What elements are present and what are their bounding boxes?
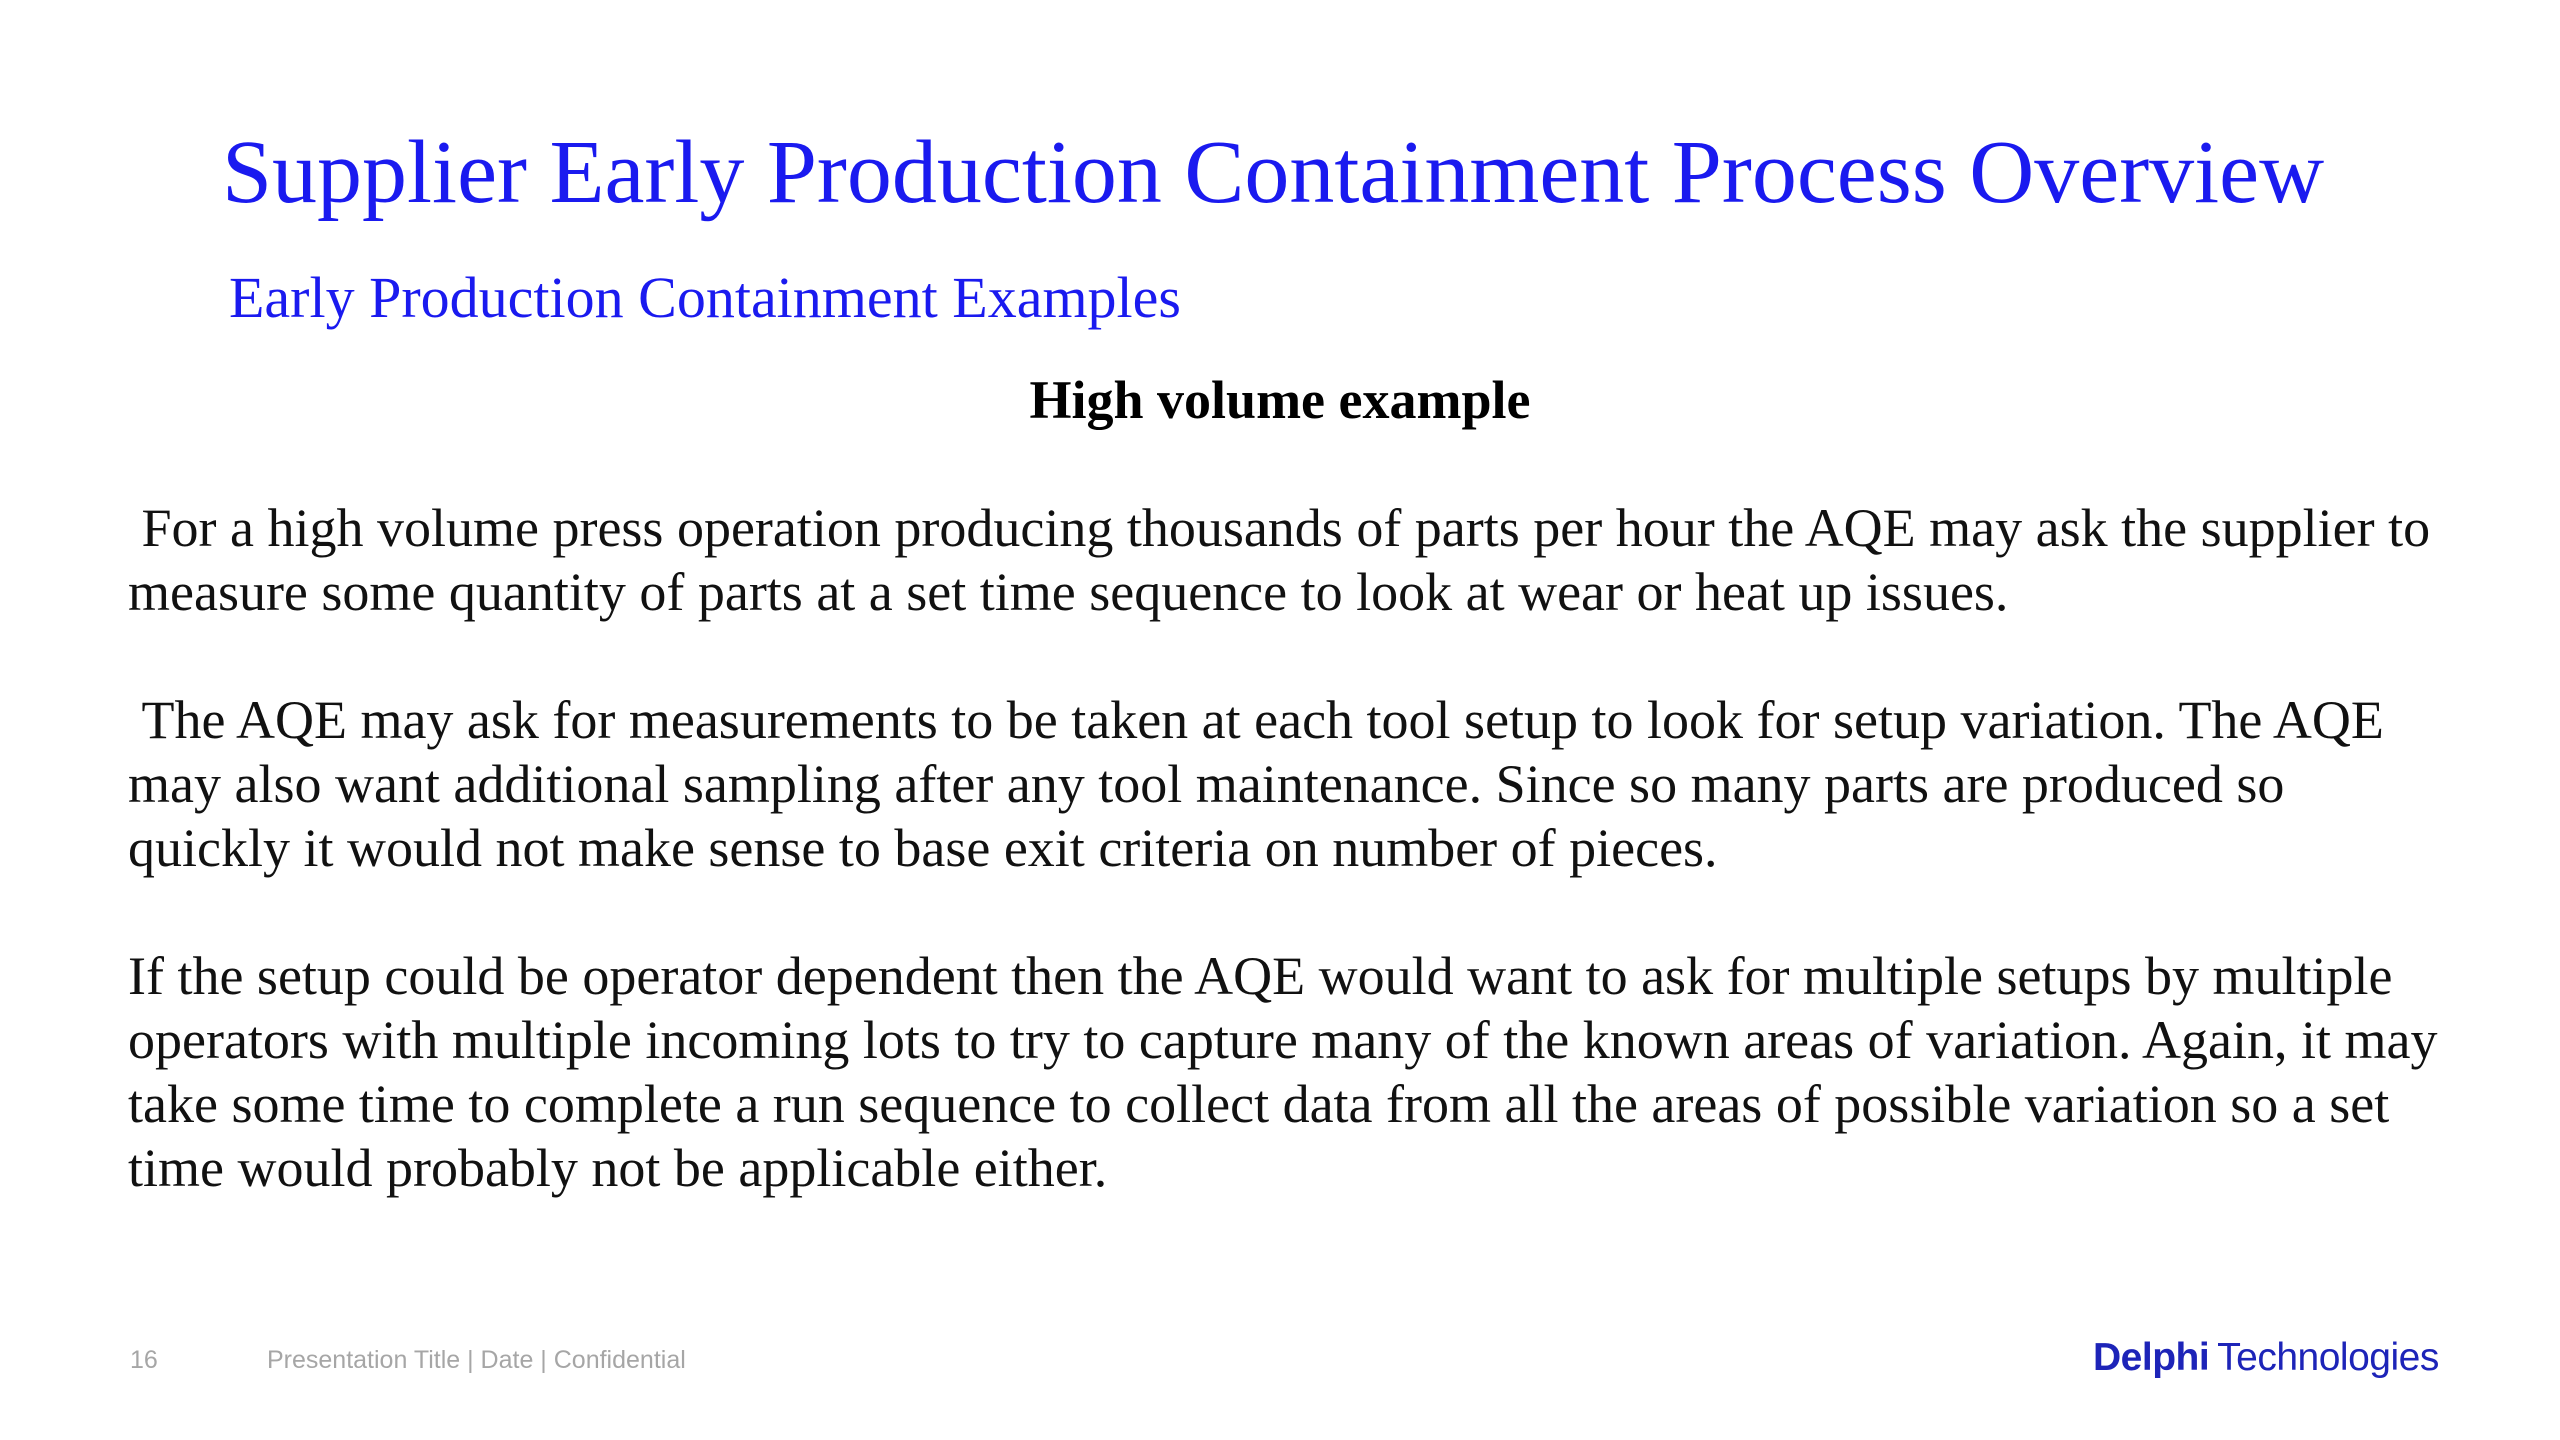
slide-subtitle: Early Production Containment Examples [229, 265, 1181, 330]
logo-bold-text: Delphi [2093, 1336, 2210, 1379]
paragraph-high-volume-press: For a high volume press operation producing thousands of parts per hour the AQE may ask the supplier to measure some quantity of parts at a set time sequence to look at wear or heat up issues. [128, 498, 2444, 622]
logo-light-text: Technologies [2217, 1336, 2439, 1379]
slide-title: Supplier Early Production Containment Process Overview [222, 123, 2325, 222]
body-text [128, 496, 2458, 1200]
paragraph-operator-dependent: If the setup could be operator dependent then the AQE would want to ask for multiple setups by multiple operators with multiple incoming lots to try to capture many of the known areas of variation. Again, it may take some time to complete a run sequence to collect data from all the areas of possible variation so a set time would probably not be applicable either. [128, 946, 2451, 1198]
page-number: 16 [130, 1346, 158, 1374]
footer-text: Presentation Title | Date | Confidential [267, 1346, 686, 1374]
delphi-technologies-logo [2093, 1333, 2439, 1383]
section-heading: High volume example [1029, 370, 1531, 430]
paragraph-tool-setup: The AQE may ask for measurements to be taken at each tool setup to look for setup variation. The AQE may also want additional sampling after any tool maintenance. Since so many parts are produced so quickly it would not make sense to base exit criteria on number of pieces. [128, 690, 2398, 878]
